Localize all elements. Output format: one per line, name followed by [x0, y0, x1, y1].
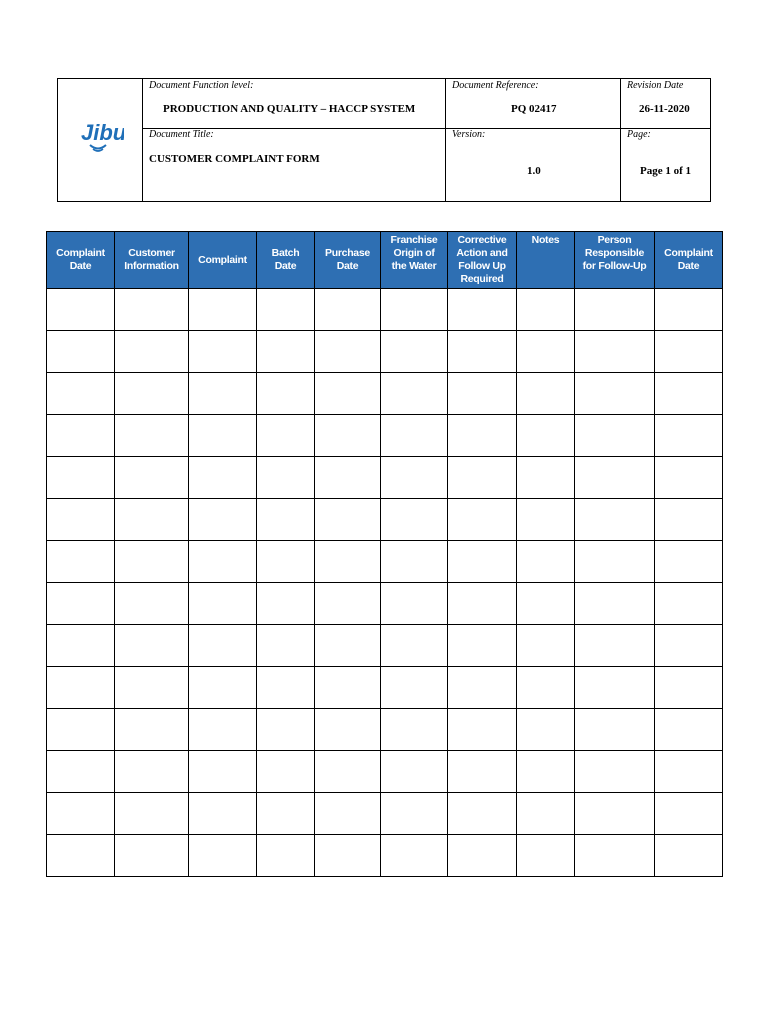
table-cell[interactable] — [115, 667, 189, 709]
function-level-label: Document Function level: — [149, 80, 254, 91]
table-cell[interactable] — [655, 709, 723, 751]
table-cell[interactable] — [381, 541, 448, 583]
column-header-corrective-action: Corrective Action and Follow Up Required — [448, 232, 517, 289]
reference-value: PQ 02417 — [511, 103, 557, 115]
table-row — [47, 835, 723, 877]
table-cell[interactable] — [189, 457, 257, 499]
table-cell[interactable] — [517, 373, 575, 415]
table-cell[interactable] — [315, 541, 381, 583]
table-cell[interactable] — [257, 373, 315, 415]
table-cell[interactable] — [115, 541, 189, 583]
document-title-value: CUSTOMER COMPLAINT FORM — [149, 153, 320, 165]
table-cell[interactable] — [115, 793, 189, 835]
table-cell[interactable] — [257, 793, 315, 835]
table-cell[interactable] — [257, 541, 315, 583]
table-cell[interactable] — [655, 457, 723, 499]
table-cell[interactable] — [115, 289, 189, 331]
column-header-batch-date: Batch Date — [257, 232, 315, 289]
column-header-complaint-date-2: Complaint Date — [655, 232, 723, 289]
table-cell[interactable] — [315, 289, 381, 331]
table-cell[interactable] — [47, 457, 115, 499]
table-cell[interactable] — [115, 709, 189, 751]
header-divider — [445, 79, 446, 201]
table-cell[interactable] — [315, 331, 381, 373]
table-cell[interactable] — [575, 625, 655, 667]
table-cell[interactable] — [517, 541, 575, 583]
table-cell[interactable] — [115, 331, 189, 373]
table-cell[interactable] — [381, 835, 448, 877]
table-cell[interactable] — [575, 793, 655, 835]
table-cell[interactable] — [655, 499, 723, 541]
table-cell[interactable] — [47, 541, 115, 583]
table-cell[interactable] — [315, 835, 381, 877]
table-cell[interactable] — [517, 583, 575, 625]
header-divider — [620, 79, 621, 201]
table-cell[interactable] — [517, 415, 575, 457]
table-cell[interactable] — [448, 499, 517, 541]
table-row — [47, 373, 723, 415]
table-cell[interactable] — [575, 415, 655, 457]
table-cell[interactable] — [315, 709, 381, 751]
table-cell[interactable] — [448, 835, 517, 877]
table-cell[interactable] — [575, 457, 655, 499]
table-cell[interactable] — [189, 751, 257, 793]
table-cell[interactable] — [315, 457, 381, 499]
table-cell[interactable] — [257, 583, 315, 625]
table-body — [47, 289, 723, 877]
function-level-value: PRODUCTION AND QUALITY – HACCP SYSTEM — [163, 103, 416, 115]
table-cell[interactable] — [448, 541, 517, 583]
table-cell[interactable] — [655, 331, 723, 373]
reference-label: Document Reference: — [452, 80, 539, 91]
table-cell[interactable] — [655, 583, 723, 625]
table-cell[interactable] — [257, 331, 315, 373]
table-cell[interactable] — [575, 835, 655, 877]
table-cell[interactable] — [575, 667, 655, 709]
table-cell[interactable] — [517, 793, 575, 835]
table-cell[interactable] — [189, 541, 257, 583]
table-cell[interactable] — [448, 625, 517, 667]
table-cell[interactable] — [655, 793, 723, 835]
table-cell[interactable] — [189, 289, 257, 331]
table-cell[interactable] — [655, 541, 723, 583]
logo-wordmark: Jibu — [81, 120, 124, 145]
table-cell[interactable] — [448, 415, 517, 457]
table-cell[interactable] — [257, 289, 315, 331]
table-cell[interactable] — [257, 415, 315, 457]
table-cell[interactable] — [189, 331, 257, 373]
table-cell[interactable] — [381, 289, 448, 331]
revision-date-label: Revision Date — [627, 80, 684, 91]
table-cell[interactable] — [381, 499, 448, 541]
table-cell[interactable] — [448, 793, 517, 835]
table-cell[interactable] — [575, 751, 655, 793]
table-row — [47, 751, 723, 793]
table-cell[interactable] — [517, 835, 575, 877]
table-cell[interactable] — [655, 625, 723, 667]
jibu-logo — [80, 113, 124, 159]
table-cell[interactable] — [189, 499, 257, 541]
table-cell[interactable] — [517, 331, 575, 373]
table-cell[interactable] — [517, 751, 575, 793]
table-row — [47, 289, 723, 331]
table-cell[interactable] — [189, 625, 257, 667]
table-cell[interactable] — [655, 667, 723, 709]
table-row — [47, 415, 723, 457]
table-cell[interactable] — [115, 583, 189, 625]
table-cell[interactable] — [257, 751, 315, 793]
table-cell[interactable] — [115, 625, 189, 667]
table-cell[interactable] — [448, 751, 517, 793]
table-cell[interactable] — [517, 457, 575, 499]
page-label: Page: — [627, 129, 651, 140]
table-cell[interactable] — [575, 331, 655, 373]
table-cell[interactable] — [575, 583, 655, 625]
table-cell[interactable] — [47, 709, 115, 751]
table-cell[interactable] — [257, 835, 315, 877]
table-cell[interactable] — [381, 667, 448, 709]
table-cell[interactable] — [47, 415, 115, 457]
table-cell[interactable] — [47, 583, 115, 625]
table-row — [47, 709, 723, 751]
table-cell[interactable] — [381, 457, 448, 499]
document-title-label: Document Title: — [149, 129, 214, 140]
header-divider — [142, 79, 143, 201]
complaint-table — [46, 231, 723, 877]
table-cell[interactable] — [189, 835, 257, 877]
table-row — [47, 457, 723, 499]
table-cell[interactable] — [47, 793, 115, 835]
table-cell[interactable] — [47, 667, 115, 709]
column-header-franchise-origin: Franchise Origin of the Water — [381, 232, 448, 289]
page-value: Page 1 of 1 — [640, 165, 692, 177]
table-cell[interactable] — [315, 667, 381, 709]
table-cell[interactable] — [575, 373, 655, 415]
table-cell[interactable] — [189, 415, 257, 457]
table-cell[interactable] — [655, 835, 723, 877]
column-header-complaint: Complaint — [189, 232, 257, 289]
table-cell[interactable] — [189, 709, 257, 751]
table-cell[interactable] — [257, 667, 315, 709]
table-cell[interactable] — [257, 625, 315, 667]
column-header-person-responsible: Person Responsible for Follow-Up — [575, 232, 655, 289]
table-cell[interactable] — [47, 373, 115, 415]
table-cell[interactable] — [381, 373, 448, 415]
table-cell[interactable] — [257, 457, 315, 499]
table-cell[interactable] — [381, 709, 448, 751]
table-cell[interactable] — [517, 289, 575, 331]
table-cell[interactable] — [115, 373, 189, 415]
table-cell[interactable] — [189, 793, 257, 835]
table-cell[interactable] — [575, 709, 655, 751]
column-header-customer-information: Customer Information — [115, 232, 189, 289]
table-cell[interactable] — [517, 667, 575, 709]
table-cell[interactable] — [448, 583, 517, 625]
table-cell[interactable] — [655, 289, 723, 331]
table-cell[interactable] — [315, 751, 381, 793]
table-row — [47, 625, 723, 667]
table-cell[interactable] — [655, 751, 723, 793]
table-cell[interactable] — [517, 709, 575, 751]
table-cell[interactable] — [315, 373, 381, 415]
table-row — [47, 541, 723, 583]
table-row — [47, 499, 723, 541]
table-cell[interactable] — [381, 625, 448, 667]
table-cell[interactable] — [315, 793, 381, 835]
table-cell[interactable] — [381, 793, 448, 835]
table-row — [47, 331, 723, 373]
table-cell[interactable] — [315, 499, 381, 541]
table-cell[interactable] — [517, 625, 575, 667]
table-cell[interactable] — [448, 667, 517, 709]
table-cell[interactable] — [115, 835, 189, 877]
column-header-notes: Notes — [517, 232, 575, 289]
table-cell[interactable] — [315, 415, 381, 457]
table-cell[interactable] — [189, 583, 257, 625]
table-cell[interactable] — [448, 289, 517, 331]
table-cell[interactable] — [257, 499, 315, 541]
revision-date-value: 26-11-2020 — [639, 103, 690, 115]
table-cell[interactable] — [47, 289, 115, 331]
version-label: Version: — [452, 129, 486, 140]
table-cell[interactable] — [189, 373, 257, 415]
table-cell[interactable] — [655, 373, 723, 415]
document-header — [57, 78, 711, 202]
table-cell[interactable] — [517, 499, 575, 541]
table-cell[interactable] — [575, 499, 655, 541]
table-cell[interactable] — [315, 625, 381, 667]
table-cell[interactable] — [115, 415, 189, 457]
column-header-purchase-date: Purchase Date — [315, 232, 381, 289]
table-cell[interactable] — [655, 415, 723, 457]
version-value: 1.0 — [527, 165, 541, 177]
table-row — [47, 583, 723, 625]
table-cell[interactable] — [115, 457, 189, 499]
header-divider — [143, 128, 710, 129]
table-cell[interactable] — [47, 835, 115, 877]
table-cell[interactable] — [381, 331, 448, 373]
table-cell[interactable] — [47, 331, 115, 373]
table-cell[interactable] — [381, 751, 448, 793]
table-cell[interactable] — [575, 289, 655, 331]
table-cell[interactable] — [47, 751, 115, 793]
table-cell[interactable] — [381, 415, 448, 457]
table-cell[interactable] — [257, 709, 315, 751]
table-cell[interactable] — [315, 583, 381, 625]
table-cell[interactable] — [448, 373, 517, 415]
table-row — [47, 793, 723, 835]
table-header-row — [47, 232, 723, 289]
table-cell[interactable] — [115, 499, 189, 541]
table-cell[interactable] — [381, 583, 448, 625]
table-row — [47, 667, 723, 709]
table-cell[interactable] — [448, 457, 517, 499]
table-cell[interactable] — [189, 667, 257, 709]
table-cell[interactable] — [448, 709, 517, 751]
table-cell[interactable] — [115, 751, 189, 793]
table-cell[interactable] — [575, 541, 655, 583]
column-header-complaint-date: Complaint Date — [47, 232, 115, 289]
table-cell[interactable] — [47, 625, 115, 667]
table-cell[interactable] — [448, 331, 517, 373]
table-cell[interactable] — [47, 499, 115, 541]
